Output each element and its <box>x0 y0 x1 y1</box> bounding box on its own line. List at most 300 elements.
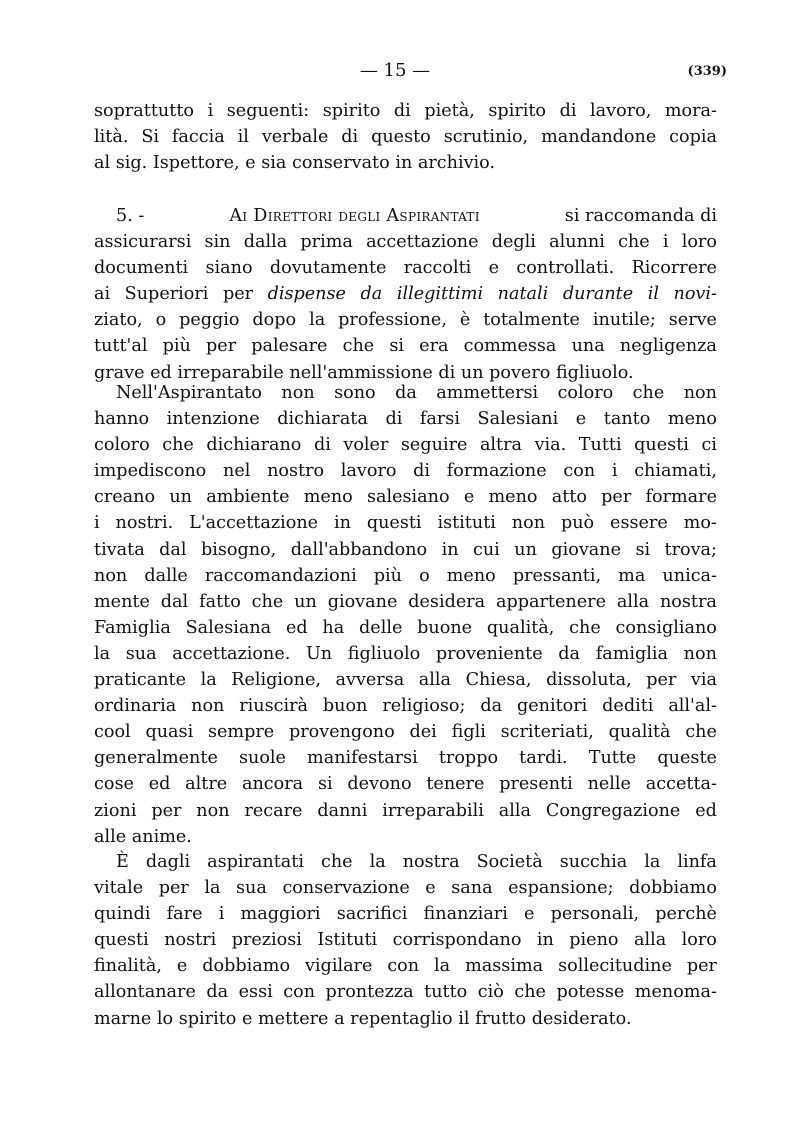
word: farsi <box>419 409 460 430</box>
text-line <box>94 979 717 1005</box>
word: consigliano <box>615 617 717 638</box>
word: L'accettazione <box>189 513 319 534</box>
word: Salesiani <box>477 409 559 430</box>
word: un <box>514 539 537 560</box>
page-header <box>0 60 793 84</box>
word: fare <box>166 904 203 925</box>
section-heading: Ai Direttori degli Aspirantati <box>229 206 480 226</box>
word: sacrifici <box>336 904 408 925</box>
word: ciò <box>477 982 504 1003</box>
text-line <box>94 124 717 150</box>
word: sempre <box>207 722 275 743</box>
word: irreparabile <box>177 362 284 383</box>
word: massima <box>465 956 544 977</box>
word: dalla <box>243 232 288 253</box>
section-number: 5. - <box>116 206 145 226</box>
word: alla <box>418 670 452 691</box>
section-5-first-line <box>94 203 717 229</box>
word: ed <box>148 774 171 795</box>
word: provengono <box>288 722 395 743</box>
word: via. <box>534 435 567 456</box>
text-line <box>94 589 717 615</box>
word: quindi <box>94 904 151 925</box>
word: quasi <box>145 722 194 743</box>
word: genitori <box>516 696 588 717</box>
word: espansione; <box>508 878 614 899</box>
word: illegittimi <box>396 284 484 305</box>
word: questi <box>366 513 422 534</box>
word: più <box>373 565 403 586</box>
word: lo <box>156 1008 174 1029</box>
word: all'al- <box>668 696 717 717</box>
word: degli <box>491 232 536 253</box>
word: famiglia <box>595 643 669 664</box>
word: che <box>320 852 353 872</box>
text-line <box>94 484 717 510</box>
word: di <box>413 461 431 482</box>
word: tardi. <box>519 748 568 769</box>
word: negligenza <box>619 336 717 357</box>
word: per <box>646 670 677 691</box>
text-line <box>94 333 717 359</box>
word: o <box>155 310 167 331</box>
word: coloro <box>557 383 614 403</box>
word: in <box>333 513 351 534</box>
word: riuscirà <box>239 696 309 717</box>
text-line <box>94 281 717 307</box>
word: tivata <box>94 539 145 560</box>
word: Nell'Aspirantato <box>116 383 262 403</box>
word: figli <box>451 722 486 743</box>
word: il <box>237 127 249 148</box>
word: meno <box>488 487 538 508</box>
text-line <box>94 641 717 667</box>
word: via <box>690 670 717 691</box>
word: alle <box>94 826 127 847</box>
word: giovane <box>327 591 398 612</box>
word: essi <box>238 982 273 1003</box>
word: Famiglia <box>94 617 171 638</box>
text-line <box>94 563 717 589</box>
word: alla <box>633 930 667 951</box>
word: ziato, <box>94 310 143 331</box>
text-line <box>94 719 717 745</box>
word: accetta- <box>645 774 717 795</box>
word: si <box>389 336 405 357</box>
word: e <box>524 904 535 925</box>
word: vitale <box>94 878 144 899</box>
word: fatto <box>199 591 241 612</box>
word: e <box>575 409 587 430</box>
word: dal <box>160 591 189 612</box>
word: nostri <box>164 930 217 951</box>
word: controllati. <box>516 258 615 279</box>
word: potesse <box>556 982 625 1003</box>
word: per <box>206 336 237 357</box>
word: i <box>207 101 214 121</box>
word: alla <box>498 800 531 821</box>
word: Ricorrere <box>631 258 717 279</box>
word: la <box>644 852 661 872</box>
word: ordinaria <box>94 696 177 717</box>
word: povero <box>489 362 551 383</box>
word: Superiori <box>124 284 209 305</box>
word: marne <box>94 1008 152 1029</box>
word: devono <box>347 774 412 795</box>
word: ed <box>150 362 172 383</box>
word: tenere <box>426 774 485 795</box>
word: nostro <box>267 461 325 482</box>
text-line <box>94 927 717 953</box>
word: da <box>360 284 383 305</box>
word: dovutamente <box>269 258 387 279</box>
word: Si <box>141 127 159 148</box>
word: frutto <box>475 1008 527 1029</box>
word: scriteriati, <box>500 722 594 743</box>
word: pietà, <box>424 101 475 121</box>
word: desidera <box>408 591 486 612</box>
word: Religione, <box>231 670 321 691</box>
word: soprattutto <box>94 101 194 121</box>
word: formazione <box>446 461 547 482</box>
word: dissoluta, <box>546 670 632 691</box>
page-number: — 15 — <box>359 60 431 81</box>
word: meno <box>667 409 717 430</box>
text-line <box>94 1006 717 1032</box>
word: inutile; <box>592 310 656 331</box>
word: era <box>419 336 449 357</box>
word: non <box>191 696 225 717</box>
word: altra <box>479 435 523 456</box>
word: conservato <box>292 153 390 174</box>
word: sig. <box>115 153 148 174</box>
word: anime. <box>131 826 192 847</box>
word: la <box>309 310 326 331</box>
section-5-body <box>94 229 717 386</box>
word: finalità, <box>94 956 162 977</box>
word: non <box>511 513 546 534</box>
word: generalmente <box>94 748 218 769</box>
text-line <box>94 380 717 406</box>
word: mandandone <box>541 127 657 148</box>
word: linfa <box>677 852 717 872</box>
word: i <box>218 904 225 925</box>
word: di <box>393 101 411 121</box>
text-line <box>94 98 717 124</box>
word: con <box>283 982 316 1003</box>
word: presenti <box>499 774 573 795</box>
paragraph-section-5 <box>94 203 717 386</box>
word: troppo <box>438 748 499 769</box>
word: conservazione <box>282 878 410 899</box>
word: lavoro <box>340 461 397 482</box>
text-line <box>94 745 717 771</box>
word: prima <box>300 232 353 253</box>
word: dopo <box>252 310 297 331</box>
word: e <box>245 153 256 174</box>
word: desiderato. <box>531 1008 632 1029</box>
paragraph-continuation <box>94 98 717 176</box>
word: nostra <box>659 591 717 612</box>
word: praticante <box>94 670 187 691</box>
word: i <box>611 461 618 482</box>
word: mo- <box>683 513 717 534</box>
word: mente <box>94 591 150 612</box>
text-line <box>94 824 717 850</box>
word: peggio <box>179 310 240 331</box>
word: da <box>206 982 229 1003</box>
word: dediti <box>602 696 654 717</box>
word: più <box>162 336 191 357</box>
word: irreparabili <box>382 800 484 821</box>
word: chiamati, <box>634 461 717 482</box>
word: durante <box>562 284 634 305</box>
word: di <box>385 409 403 430</box>
word: la <box>94 643 111 664</box>
word: maggiori <box>240 904 321 925</box>
word: per <box>151 800 182 821</box>
text-line <box>94 849 717 875</box>
word: ambiente <box>206 487 290 508</box>
word: si <box>635 539 651 560</box>
word: seguenti: <box>226 101 310 121</box>
word: hanno <box>94 409 150 430</box>
word: in <box>395 153 413 174</box>
word: e <box>241 1008 253 1029</box>
word: atto <box>551 487 587 508</box>
word: qualità, <box>486 617 555 638</box>
word: che <box>514 982 546 1003</box>
word: ma <box>618 565 646 586</box>
word: loro <box>681 232 717 253</box>
word: con <box>387 956 420 977</box>
word: queste <box>657 748 717 769</box>
word: nostra <box>402 852 460 872</box>
word: giovane <box>551 539 622 560</box>
word: Chiesa, <box>465 670 532 691</box>
word: trova; <box>664 539 717 560</box>
word: buon <box>322 696 368 717</box>
word: serve <box>668 310 717 331</box>
word: che <box>162 435 194 456</box>
word: che <box>632 383 665 403</box>
word: e <box>463 487 475 508</box>
word: finanziari <box>423 904 508 925</box>
word: totalmente <box>483 310 580 331</box>
word: corrispondano <box>392 930 522 951</box>
word: i <box>94 513 100 534</box>
word: alunni <box>549 232 605 253</box>
word: dagli <box>145 852 191 872</box>
word: tanto <box>603 409 651 430</box>
word: Tutti <box>578 435 622 456</box>
word: voler <box>343 435 389 456</box>
word: per <box>222 284 254 305</box>
word: prontezza <box>325 982 414 1003</box>
word: al <box>94 153 111 174</box>
word: che <box>569 617 601 638</box>
word: assicurarsi <box>94 232 192 253</box>
word: da <box>395 383 417 403</box>
word: di <box>438 362 456 383</box>
word: ed <box>695 800 717 821</box>
word: Istituti <box>317 930 378 951</box>
word: accettazione <box>366 232 479 253</box>
word: ed <box>285 617 308 638</box>
text-line <box>94 667 717 693</box>
word: può <box>560 513 595 534</box>
word: un <box>294 591 317 612</box>
word: di <box>559 101 577 121</box>
word: vigilare <box>304 956 373 977</box>
word: la <box>204 878 221 899</box>
word: allontanare <box>94 982 196 1003</box>
word: intenzione <box>166 409 260 430</box>
word: un <box>460 362 484 383</box>
word: cool <box>94 722 131 743</box>
word: una <box>571 336 605 357</box>
word: dei <box>409 722 437 743</box>
word: delle <box>359 617 403 638</box>
word: o <box>419 565 430 586</box>
word: spirito <box>178 1008 237 1029</box>
word: natali <box>497 284 549 305</box>
word: documenti <box>94 258 189 279</box>
word: Un <box>305 643 333 664</box>
word: Salesiana <box>185 617 272 638</box>
word: per <box>158 878 189 899</box>
word: dalle <box>144 565 188 586</box>
word: figliuolo. <box>555 362 634 383</box>
word: scrutinio, <box>443 127 529 148</box>
word: preziosi <box>231 930 302 951</box>
text-line <box>94 771 717 797</box>
word: accettazione. <box>172 643 291 664</box>
page-reference-number: (339) <box>687 64 727 79</box>
word: religioso; <box>382 696 466 717</box>
word: la <box>369 852 386 872</box>
text-line <box>94 307 717 333</box>
word: recare <box>244 800 303 821</box>
word: spirito <box>322 101 381 121</box>
text-line <box>94 901 717 927</box>
word: e <box>425 878 436 899</box>
word: che <box>618 232 650 253</box>
word: nostri. <box>115 513 174 534</box>
word: non <box>683 643 717 664</box>
section-line-rest: si raccomanda di <box>564 206 717 226</box>
word: nelle <box>587 774 631 795</box>
word: il <box>458 1008 470 1029</box>
word: altre <box>185 774 228 795</box>
word: bisogno, <box>200 539 277 560</box>
word: succhia <box>559 852 628 872</box>
word: dall'abbandono <box>290 539 428 560</box>
word: dichiarata <box>277 409 368 430</box>
word: il <box>647 284 659 305</box>
word: dispense <box>267 284 346 305</box>
word: zioni <box>94 800 137 821</box>
word: appartenere <box>496 591 606 612</box>
word: proveniente <box>435 643 543 664</box>
word: da <box>558 643 581 664</box>
word: in <box>441 539 459 560</box>
word: È <box>116 852 129 872</box>
word: sia <box>261 153 287 174</box>
word: lavoro, <box>590 101 652 121</box>
word: tutto <box>424 982 468 1003</box>
word: in <box>536 930 554 951</box>
word: pieno <box>569 930 619 951</box>
text-line <box>94 432 717 458</box>
word: che <box>251 591 284 612</box>
word: ai <box>94 284 111 305</box>
word: coloro <box>94 435 150 456</box>
word: grave <box>94 362 145 383</box>
word: che <box>685 722 717 743</box>
word: Congregazione <box>545 800 681 821</box>
word: repentaglio <box>350 1008 453 1029</box>
word: alla <box>616 591 650 612</box>
word: suole <box>238 748 286 769</box>
text-line <box>94 150 717 176</box>
word: pressanti, <box>512 565 602 586</box>
word: figliuolo <box>347 643 421 664</box>
word: a <box>334 1008 345 1029</box>
word: dobbiamo <box>629 878 717 899</box>
word: non <box>683 383 717 403</box>
paragraph-aspirantato <box>94 380 717 850</box>
word: sollecitudine <box>558 956 672 977</box>
word: commessa <box>463 336 557 357</box>
word: siano <box>205 258 253 279</box>
word: raccolti <box>403 258 472 279</box>
word: unica- <box>662 565 717 586</box>
word: cose <box>94 774 134 795</box>
word: creano <box>94 487 156 508</box>
word: archivio. <box>417 153 496 174</box>
word: con <box>563 461 596 482</box>
word: formare <box>645 487 717 508</box>
word: nell'ammissione <box>289 362 433 383</box>
text-line <box>94 255 717 281</box>
word: un <box>169 487 192 508</box>
word: e <box>176 956 188 977</box>
word: Tutte <box>588 748 637 769</box>
word: professione, <box>338 310 447 331</box>
text-line <box>94 615 717 641</box>
word: verbale <box>261 127 329 148</box>
word: raccomandazioni <box>204 565 357 586</box>
word: per <box>686 956 717 977</box>
word: ancora <box>241 774 304 795</box>
word: spirito <box>488 101 547 121</box>
word: non <box>281 383 315 403</box>
word: menoma- <box>634 982 717 1003</box>
word: perchè <box>655 904 717 925</box>
word: danni <box>317 800 368 821</box>
word: faccia <box>171 127 225 148</box>
word: sana <box>451 878 493 899</box>
text-line <box>94 458 717 484</box>
word: tutt'al <box>94 336 148 357</box>
word: Ispettore, <box>152 153 240 174</box>
word: questo <box>371 127 431 148</box>
word: per <box>601 487 632 508</box>
word: essere <box>610 513 668 534</box>
word: i <box>662 232 669 253</box>
text-line <box>94 229 717 255</box>
